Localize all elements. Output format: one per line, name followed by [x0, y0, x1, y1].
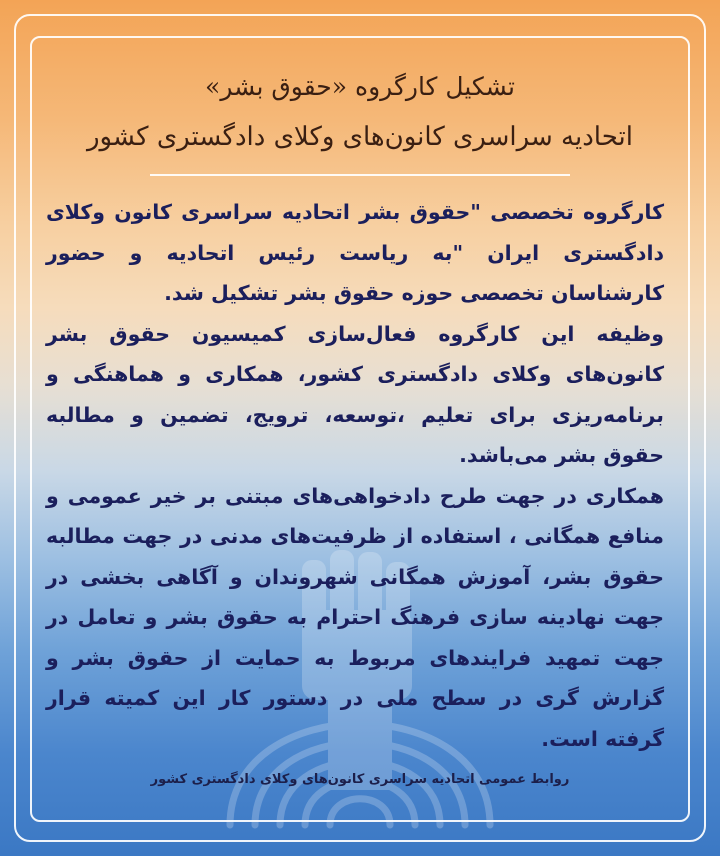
paragraph-1: کارگروه تخصصی "حقوق بشر اتحادیه سراسری کانون وکلای دادگستری ایران "به ریاست رئیس اتحادیه و حضور کارشناسان تخصصی حوزه حقوق بشر تشکیل شد. — [46, 200, 664, 305]
title-divider — [150, 174, 570, 176]
title-line-1: تشکیل کارگروه «حقوق بشر» — [205, 72, 515, 101]
announcement-body — [46, 192, 664, 759]
paragraph-3: همکاری در جهت طرح دادخواهی‌های مبتنی بر خیر عمومی و منافع همگانی ، استفاده از ظرفیت‌های مدنی در جهت مطالبه حقوق بشر، آموزش همگانی شهروندان و آگاهی بخشی در جهت نهادینه سازی فرهنگ احترام به حقوق بشر و تعامل در جهت تمهید فرایندهای مربوط به حمایت از حقوق بشر و گزارش گری در سطح ملی در دستور کار این کمیته قرار گرفته است. — [46, 483, 664, 751]
footer-credit: روابط عمومی اتحادیه سراسری کانون‌های وکلای دادگستری کشور — [150, 772, 570, 787]
paragraph-2: وظیفه این کارگروه فعال‌سازی کمیسیون حقوق بشر کانون‌های وکلای دادگستری کشور، همکاری و هماهنگی و برنامه‌ریزی برای تعلیم ،توسعه، ترویج، تضمین و مطالبه حقوق بشر می‌باشد. — [46, 321, 664, 467]
title-line-2: اتحادیه سراسری کانون‌های وکلای دادگستری کشور — [87, 122, 633, 152]
